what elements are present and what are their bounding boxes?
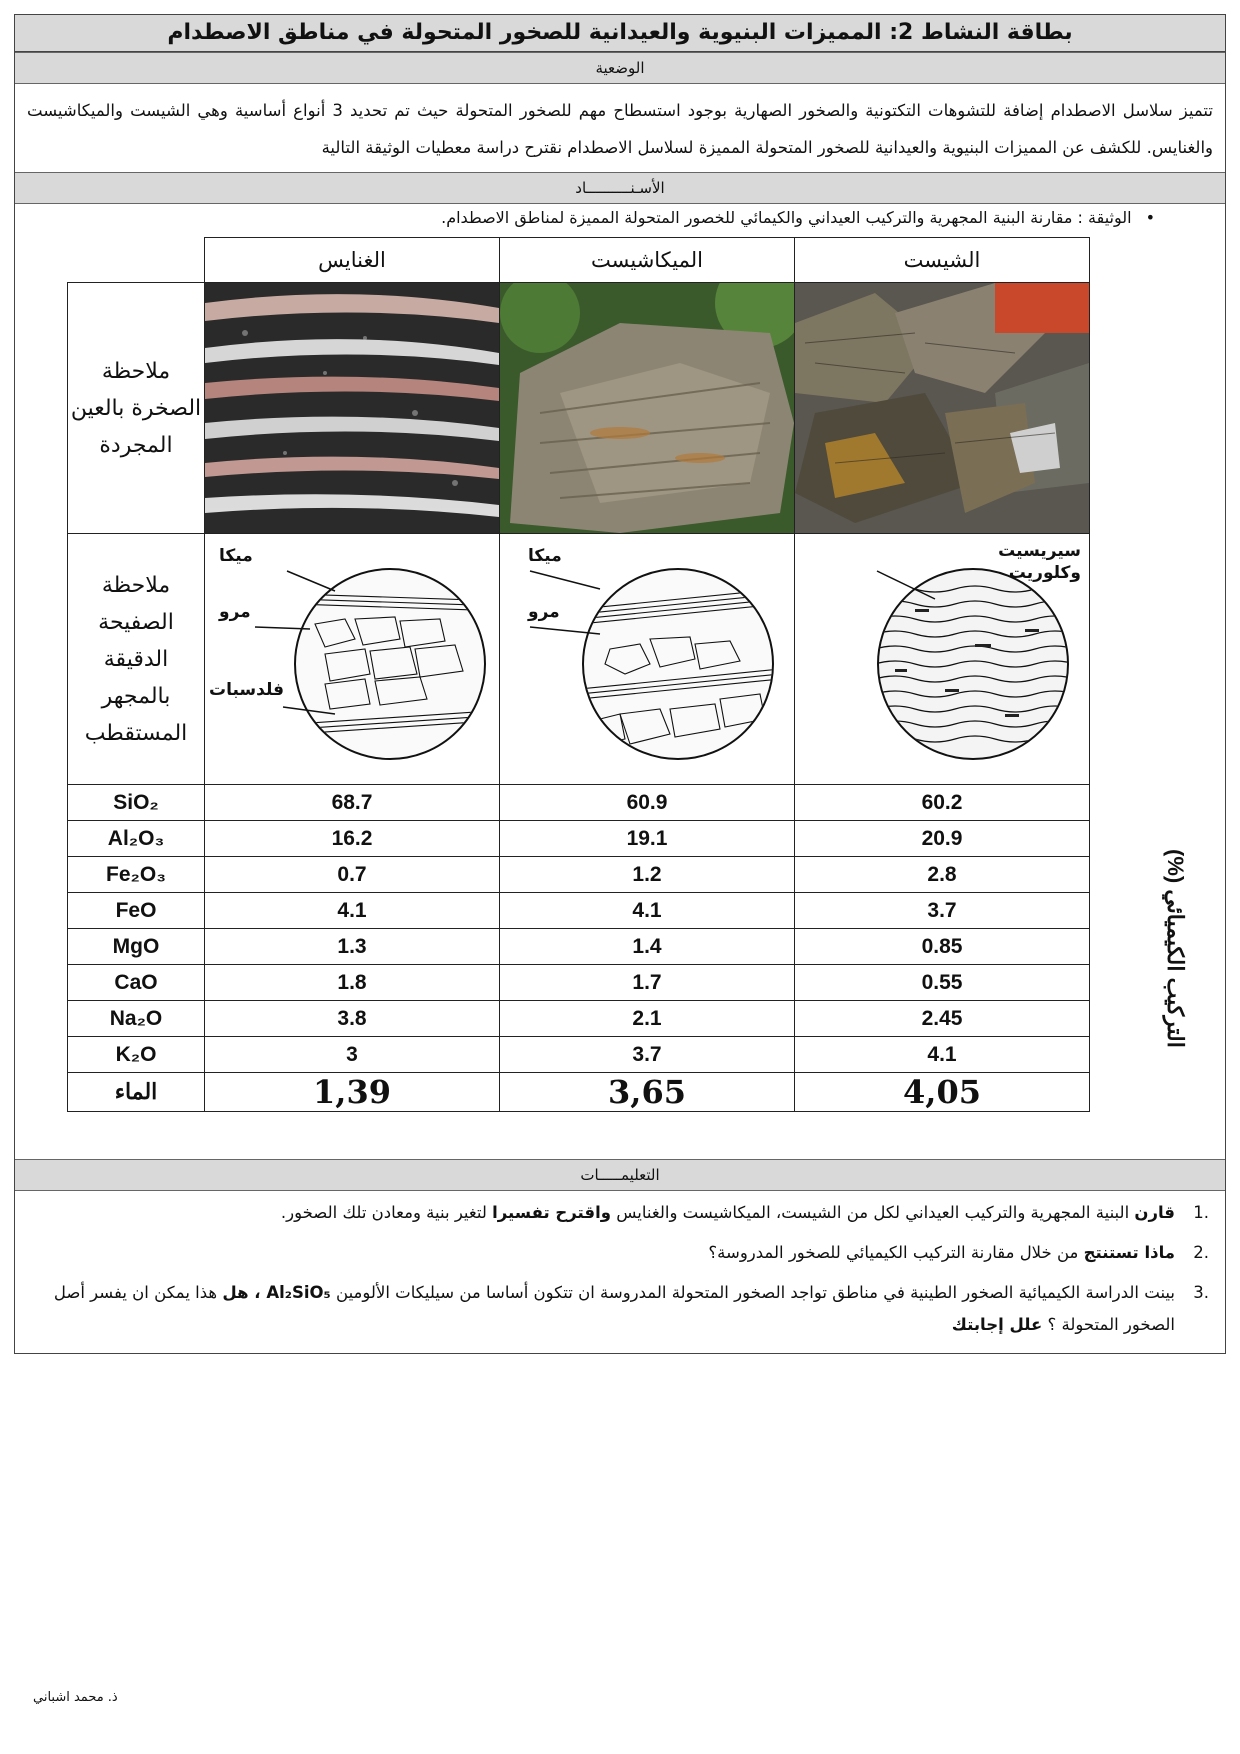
chem-value-gneiss: 3: [205, 1037, 500, 1073]
chem-value-gneiss: 0.7: [205, 857, 500, 893]
gneiss-rock-image: [205, 283, 499, 533]
chem-axis-mid-spacer: [1090, 534, 1189, 785]
col-header-schist: الشيست: [795, 238, 1090, 283]
activity-card: [14, 14, 1226, 1354]
col-header-gneiss: الغنايس: [205, 238, 500, 283]
chem-value-micaschist: 1.2: [500, 857, 795, 893]
chem-value-micaschist: 19.1: [500, 821, 795, 857]
water-value-gneiss: 1,39: [205, 1073, 500, 1112]
chem-value-gneiss: 1.8: [205, 965, 500, 1001]
instruction-item: .2 ماذا تستنتج من خلال مقارنة التركيب الكيميائي للصخور المدروسة؟: [27, 1237, 1209, 1269]
page-title: بطاقة النشاط 2: المميزات البنيوية والعيدانية للصخور المتحولة في مناطق الاصطدام: [15, 15, 1225, 52]
chem-value-micaschist: 2.1: [500, 1001, 795, 1037]
photo-schist: [795, 283, 1090, 534]
instructions-list: [15, 1191, 1225, 1353]
chem-value-schist: 4.1: [795, 1037, 1090, 1073]
chem-label: Fe₂O₃: [68, 857, 205, 893]
label-feldspar-gneiss: فلدسبات: [209, 680, 285, 700]
label-sericite-chlorite: سيريسيت وكلوريت: [998, 541, 1081, 583]
chem-row: [68, 857, 1189, 893]
chem-axis-top-spacer: [1090, 283, 1189, 534]
chem-value-micaschist: 1.4: [500, 929, 795, 965]
water-value-micaschist: 3,65: [500, 1073, 795, 1112]
corner-empty: [1090, 238, 1189, 283]
water-row: [68, 1073, 1189, 1112]
row-label-naked-eye: ملاحظة الصخرة بالعين المجردة: [68, 283, 205, 534]
chem-row: [68, 821, 1189, 857]
row-label-microscope: ملاحظة الصفيحة الدقيقة بالمجهر المستقطب: [68, 534, 205, 785]
chem-label: FeO: [68, 893, 205, 929]
chem-value-gneiss: 1.3: [205, 929, 500, 965]
bullet-icon: •: [1145, 208, 1155, 227]
instruction-number: .1: [1193, 1203, 1209, 1222]
micaschist-thin-section-image: [500, 549, 794, 769]
col-header-micaschist: الميكاشيست: [500, 238, 795, 283]
micro-schist: [795, 534, 1090, 785]
document-caption: •الوثيقة : مقارنة البنية المجهرية والتركيب العيداني والكيمائي للخصور المتحولة المميزة لمناطق الاصطدام.: [441, 208, 1155, 227]
micro-micaschist: [500, 534, 795, 785]
photo-gneiss: [205, 283, 500, 534]
chem-value-gneiss: 16.2: [205, 821, 500, 857]
label-mica-micaschist: ميكا: [528, 546, 562, 566]
schist-rock-image: [795, 283, 1089, 533]
comparison-table: [67, 237, 1188, 1112]
instruction-item: .3 بينت الدراسة الكيميائية الصخور الطينية في مناطق تواجد الصخور المتحولة المدروسة ان تتكون أساسا من سيليكات الألومين Al₂SiO₅ ، هل هذا يمكن ان يفسر أصل الصخور المتحولة ؟ علل إجابتك: [27, 1277, 1209, 1341]
chem-value-gneiss: 68.7: [205, 785, 500, 821]
support-section: [15, 204, 1225, 1159]
chem-axis-label: التركيب الكيميائي (%): [1163, 848, 1188, 1048]
chem-value-schist: 60.2: [795, 785, 1090, 821]
label-quartz-micaschist: مرو: [528, 602, 560, 622]
chem-label: Al₂O₃: [68, 821, 205, 857]
chem-label: MgO: [68, 929, 205, 965]
chem-axis-cell: [1090, 785, 1189, 1112]
chem-label: K₂O: [68, 1037, 205, 1073]
chem-row: [68, 965, 1189, 1001]
micaschist-rock-image: [500, 283, 794, 533]
chem-value-schist: 3.7: [795, 893, 1090, 929]
support-header: الأسـنــــــــــاد: [15, 172, 1225, 204]
author-footer: ذ. محمد اشباني: [33, 1690, 118, 1705]
instruction-number: .3: [1193, 1283, 1209, 1302]
chem-value-gneiss: 3.8: [205, 1001, 500, 1037]
water-value-schist: 4,05: [795, 1073, 1090, 1112]
chem-value-schist: 2.8: [795, 857, 1090, 893]
chem-value-micaschist: 60.9: [500, 785, 795, 821]
chem-row: [68, 893, 1189, 929]
chem-value-schist: 0.55: [795, 965, 1090, 1001]
micro-gneiss: [205, 534, 500, 785]
chem-value-gneiss: 4.1: [205, 893, 500, 929]
instruction-number: .2: [1193, 1243, 1209, 1262]
instruction-item: .1 قارن البنية المجهرية والتركيب العيداني لكل من الشيست، الميكاشيست والغنايس واقترح تفسيرا لتغير بنية ومعادن تلك الصخور.: [27, 1197, 1209, 1229]
photo-micaschist: [500, 283, 795, 534]
water-label: الماء: [68, 1073, 205, 1112]
chem-row: [68, 1001, 1189, 1037]
instructions-header: التعليمـــــات: [15, 1159, 1225, 1191]
chem-value-micaschist: 3.7: [500, 1037, 795, 1073]
chem-row: [68, 929, 1189, 965]
chem-label: CaO: [68, 965, 205, 1001]
chemical-composition-rows: [68, 785, 1189, 1112]
chem-value-schist: 0.85: [795, 929, 1090, 965]
chem-row: [68, 785, 1189, 821]
label-mica-gneiss: ميكا: [219, 546, 253, 566]
situation-header: الوضعية: [15, 52, 1225, 84]
situation-text: تتميز سلاسل الاصطدام إضافة للتشوهات التكتونية والصخور الصهارية بوجود استسطاح مهم للصخور المتحولة حيث تم تحديد 3 أنواع أساسية وهي الشيست والميكاشيست والغنايس. للكشف عن المميزات البنيوية والعيدانية للصخور المتحولة المميزة لسلاسل الاصطدام نقترح دراسة معطيات الوثيقة التالية: [27, 101, 1213, 157]
chem-value-schist: 20.9: [795, 821, 1090, 857]
gneiss-thin-section-image: [205, 549, 499, 769]
chem-value-micaschist: 4.1: [500, 893, 795, 929]
chem-row: [68, 1037, 1189, 1073]
chem-value-micaschist: 1.7: [500, 965, 795, 1001]
chem-value-schist: 2.45: [795, 1001, 1090, 1037]
label-quartz-gneiss: مرو: [219, 602, 251, 622]
chem-label: Na₂O: [68, 1001, 205, 1037]
chem-label: SiO₂: [68, 785, 205, 821]
